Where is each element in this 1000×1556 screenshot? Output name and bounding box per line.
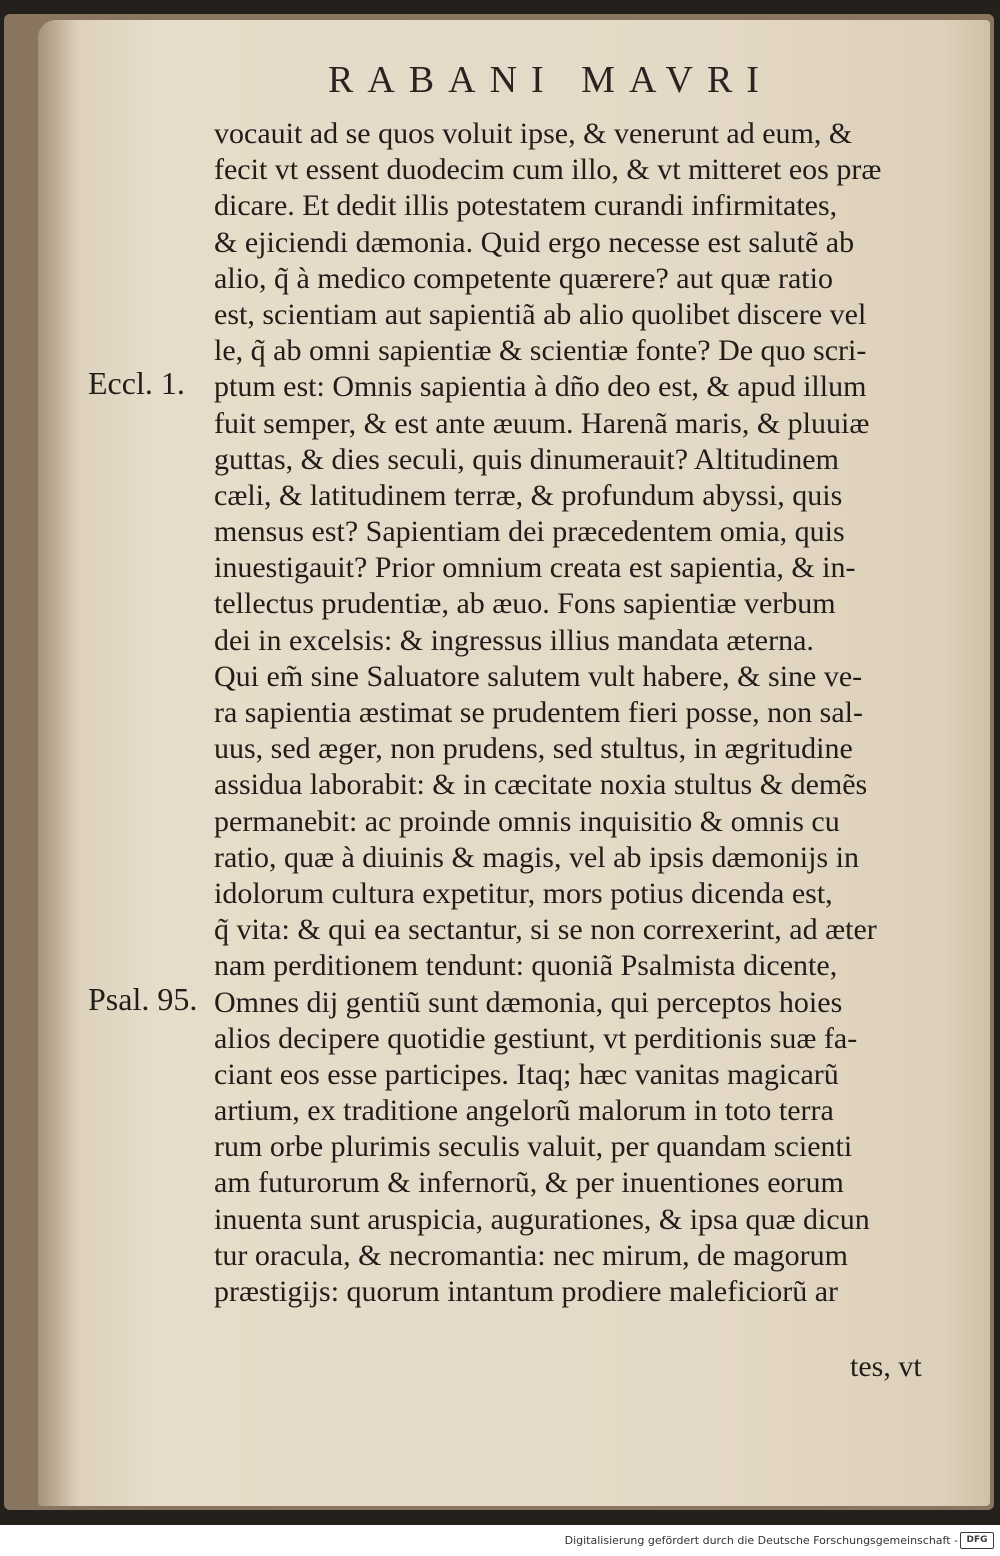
text-line: tellectus prudentiæ, ab æuo. Fons sapientiæ verbum <box>214 587 836 621</box>
text-line: dicare. Et dedit illis potestatem curandi infirmitates, <box>214 189 838 223</box>
text-line: mensus est? Sapientiam dei præcedentem omia, quis <box>214 515 845 549</box>
text-line: dei in excelsis: & ingressus illius mandata æterna. <box>214 623 814 657</box>
text-line: ra sapientia æstimat se prudentem fieri posse, non sal- <box>214 696 863 729</box>
text-line: inuestigauit? Prior omnium creata est sapientia, & in- <box>214 551 856 585</box>
text-line: & ejiciendi dæmonia. Quid ergo necesse est salutẽ ab <box>214 225 855 259</box>
text-line: Qui em̃ sine Saluatore salutem vult habere, & sine ve- <box>214 659 863 693</box>
text-line: ciant eos esse participes. Itaq; hæc vanitas magicarũ <box>214 1057 839 1091</box>
text-line: est, scientiam aut sapientiã ab alio quolibet discere vel <box>214 297 867 331</box>
footer-bar <box>0 1525 1000 1556</box>
body-text <box>214 116 984 1310</box>
text-line: cæli, & latitudinem terræ, & profundum abyssi, quis <box>214 478 843 512</box>
text-line: q̃ vita: & qui ea sectantur, si se non correxerint, ad æter <box>214 913 877 947</box>
text-line: alio, q̃ à medico competente quærere? aut quæ ratio <box>214 261 833 295</box>
text-line: vocauit ad se quos voluit ipse, & venerunt ad eum, & <box>214 117 853 150</box>
text-line: permanebit: ac proinde omnis inquisitio & omnis cu <box>214 804 840 838</box>
text-line: fecit vt essent duodecim cum illo, & vt mitteret eos præ <box>214 153 882 187</box>
text-line: nam perditionem tendunt: quoniã Psalmista dicente, <box>214 949 838 983</box>
text-line: tur oracula, & necromantia: nec mirum, de magorum <box>214 1238 848 1272</box>
footer-credit: Digitalisierung gefördert durch die Deutsche Forschungsgemeinschaft - <box>564 1534 958 1547</box>
text-line: fuit semper, & est ante æuum. Harenã maris, & pluuiæ <box>214 406 870 440</box>
text-line: alios decipere quotidie gestiunt, vt perditionis suæ fa- <box>214 1021 858 1055</box>
text-line: guttas, & dies seculi, quis dinumerauit? Altitudinem <box>214 442 839 476</box>
text-line: le, q̃ ab omni sapientiæ & scientiæ fonte? De quo scri- <box>214 334 867 368</box>
text-line: assidua laborabit: & in cæcitate noxia stultus & demẽs <box>214 768 868 802</box>
catchword: tes, vt <box>850 1350 922 1383</box>
margin-note: Psal. 95. <box>88 980 198 1017</box>
text-line: præstigijs: quorum intantum prodiere maleficiorũ ar <box>214 1275 839 1308</box>
text-line: Omnes dij gentiũ sunt dæmonia, qui perceptos hoies <box>214 985 843 1019</box>
text-line: uus, sed æger, non prudens, sed stultus, in ægritudine <box>214 732 853 766</box>
gutter-shadow <box>38 20 78 1506</box>
text-line: am futurorum & infernorũ, & per inuentiones eorum <box>214 1166 844 1200</box>
dfg-logo: DFG <box>960 1532 994 1549</box>
running-head: RABANI MAVRI <box>328 59 773 101</box>
text-line: idolorum cultura expetitur, mors potius dicenda est, <box>214 876 833 910</box>
text-line: ptum est: Omnis sapientia à dño deo est, & apud illum <box>214 370 867 404</box>
text-line: rum orbe plurimis seculis valuit, per quandam scienti <box>214 1130 853 1164</box>
book-page <box>38 20 990 1506</box>
text-line: ratio, quæ à diuinis & magis, vel ab ipsis dæmonijs in <box>214 840 859 874</box>
text-line: inuenta sunt aruspicia, augurationes, & ipsa quæ dicun <box>214 1202 870 1236</box>
text-line: artium, ex traditione angelorũ malorum in toto terra <box>214 1094 834 1128</box>
margin-note: Eccl. 1. <box>88 365 185 402</box>
